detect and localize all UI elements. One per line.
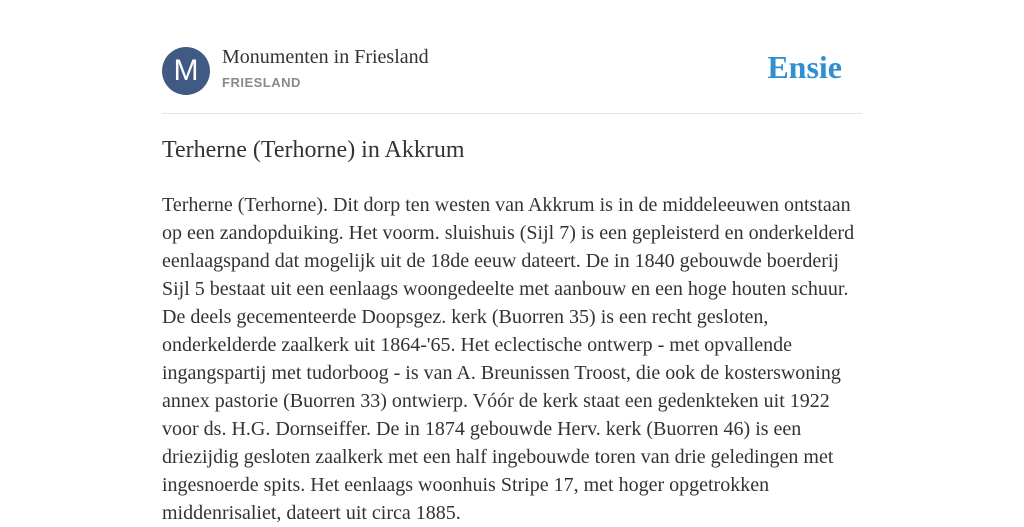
header	[162, 46, 862, 96]
article-title: Terherne (Terhorne) in Akkrum	[162, 137, 465, 163]
header-divider	[162, 113, 862, 114]
brand-logo-link[interactable]: Ensie	[767, 49, 842, 85]
site-subtitle-link[interactable]: FRIESLAND	[222, 75, 301, 90]
article-body: Terherne (Terhorne). Dit dorp ten westen van Akkrum is in de middeleeuwen ontstaan op een zandopduiking. Het voorm. sluishuis (Sijl 7) is een gepleisterd en onderkelderd eenlaagspand dat mogelijk uit de 18de eeuw dateert. De in 1840 gebouwde boerderij Sijl 5 bestaat uit een eenlaags woongedeelte met aanbouw en een hoge houten schuur. De deels gecementeerde Doopsgez. kerk (Buorren 35) is een recht gesloten, onderkelderde zaalkerk uit 1864-'65. Het eclectische ontwerp - met opvallende ingangspartij met tudorboog - is van A. Breunissen Troost, die ook de kosterswoning annex pastorie (Buorren 33) ontwierp. Vóór de kerk staat een gedenkteken uit 1922 voor ds. H.G. Dornseiffer. De in 1874 gebouwde Herv. kerk (Buorren 46) is een driezijdig gesloten zaalkerk met een half ingebouwde toren van drie geledingen met ingesnoerde spits. Het eenlaags woonhuis Stripe 17, met hoger opgetrokken middenrisaliet, dateert uit circa 1885.	[162, 194, 855, 524]
site-title-link[interactable]: Monumenten in Friesland	[222, 46, 429, 68]
avatar[interactable]: M	[162, 47, 210, 95]
